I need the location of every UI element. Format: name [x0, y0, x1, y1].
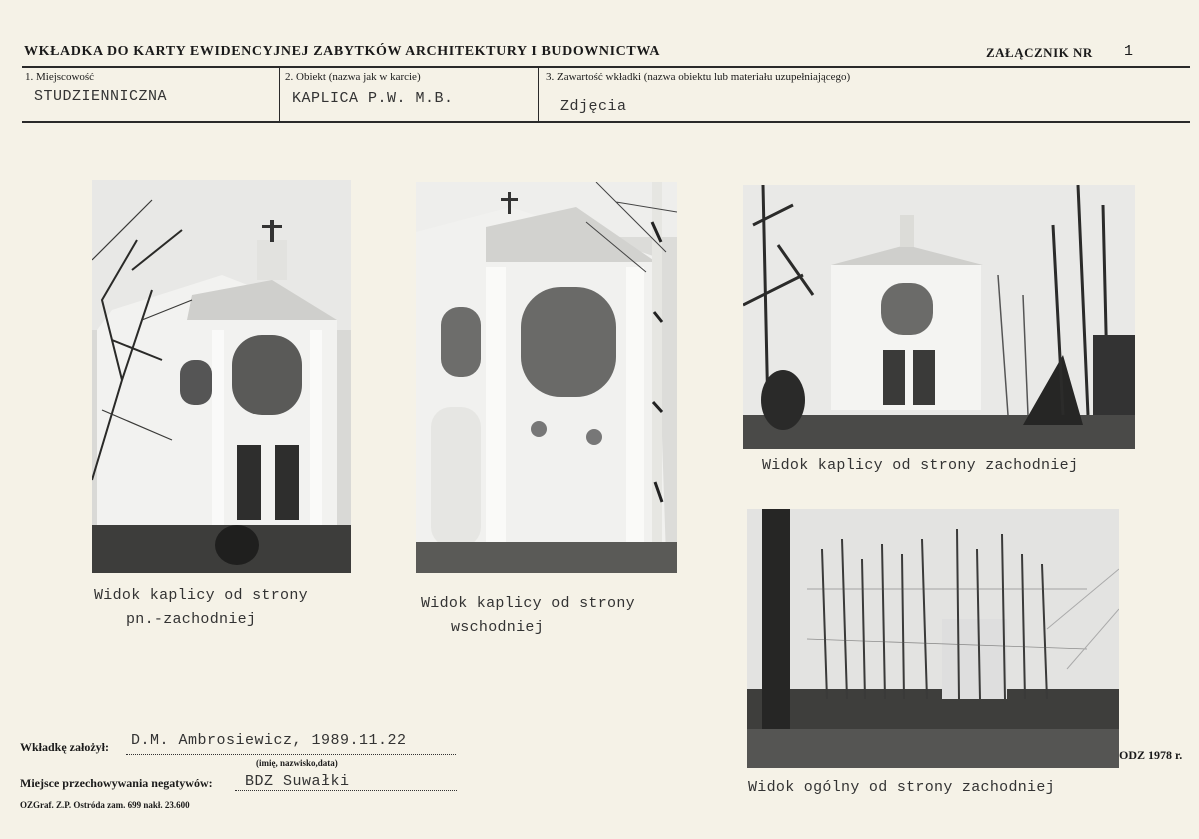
negatives-storage-label: Miejsce przechowywania negatywów: [20, 776, 213, 790]
header-rule-top [22, 66, 1190, 68]
created-by-value: D.M. Ambrosiewicz, 1989.11.22 [131, 732, 407, 749]
caption-photo-3: Widok kaplicy od strony zachodniej [762, 457, 1079, 474]
negatives-storage-dotted-line [235, 789, 457, 791]
form-code: ODZ 1978 r. [1119, 748, 1183, 762]
caption-photo-1-line2: pn.-zachodniej [126, 611, 257, 628]
print-info: OZGraf. Z.P. Ostróda zam. 699 nakł. 23.600 [20, 800, 190, 810]
form-title: WKŁADKA DO KARTY EWIDENCYJNEJ ZABYTKÓW ARCHITEKTURY I BUDOWNICTWA [24, 44, 661, 59]
photo-general-west [747, 509, 1119, 768]
created-by-hint: (imię, nazwisko,data) [256, 758, 338, 768]
caption-photo-2-line2: wschodniej [451, 619, 545, 636]
locality-label: 1. Miejscowość [25, 71, 95, 83]
created-by-dotted-line [126, 753, 456, 755]
header-rule-bottom [22, 121, 1190, 123]
object-label: 2. Obiekt (nazwa jak w karcie) [285, 71, 421, 83]
content-label: 3. Zawartość wkładki (nazwa obiektu lub materiału uzupełniającego) [546, 71, 851, 83]
caption-photo-2-line1: Widok kaplicy od strony [421, 595, 635, 612]
content-value: Zdjęcia [560, 98, 627, 115]
caption-photo-2 [421, 592, 721, 640]
photo-chapel-northwest [92, 180, 351, 573]
caption-photo-1 [94, 584, 394, 632]
caption-photo-4: Widok ogólny od strony zachodniej [748, 779, 1055, 796]
photo-chapel-west [743, 185, 1135, 449]
attachment-label: ZAŁĄCZNIK NR [986, 45, 1093, 60]
caption-photo-1-line1: Widok kaplicy od strony [94, 587, 308, 604]
field-divider-1 [279, 68, 280, 121]
object-value: KAPLICA P.W. M.B. [292, 90, 454, 107]
negatives-storage-value: BDZ Suwałki [245, 773, 350, 790]
photo-chapel-east [416, 182, 677, 573]
locality-value: STUDZIENNICZNA [34, 88, 168, 105]
field-divider-2 [538, 68, 539, 121]
attachment-number: 1 [1124, 43, 1134, 60]
created-by-label: Wkładkę założył: [20, 740, 109, 754]
